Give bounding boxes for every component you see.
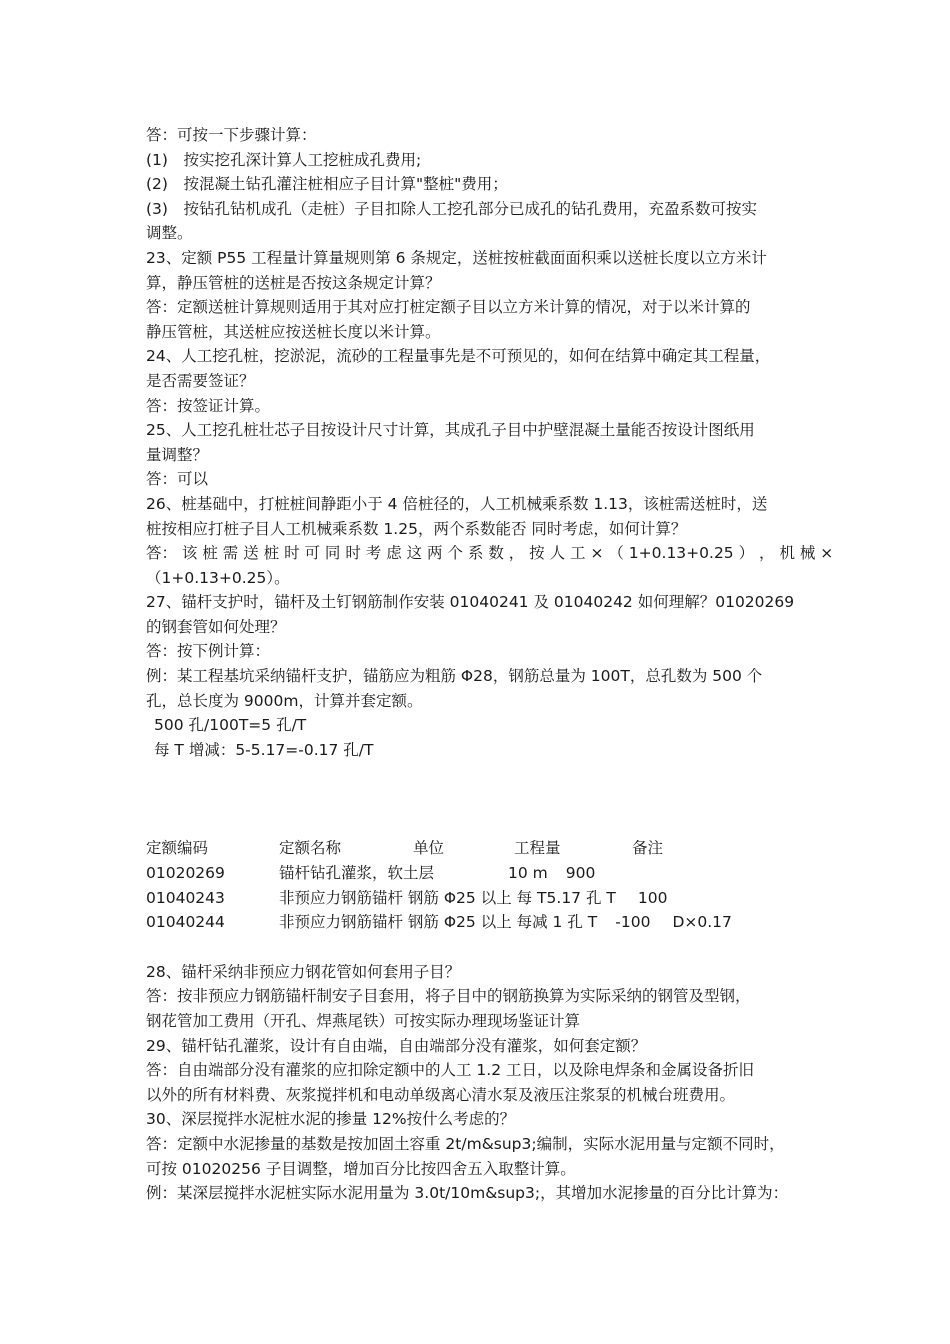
calc-line: 500 孔/100T=5 孔/T	[154, 716, 307, 735]
text-line: 答：按签证计算。	[146, 396, 271, 415]
text-line: 是否需要签证？	[146, 371, 255, 390]
text-line: 27、锚杆支护时，锚杆及土钉钢筋制作安装 01040241 及 01040242 如何理解？01020269	[146, 593, 795, 612]
table-header-row	[146, 836, 732, 861]
text-line: 桩按相应打桩子目人工机械乘系数 1.25，两个系数能否 同时考虑，如何计算？	[146, 519, 687, 538]
text-line: 26、桩基础中，打桩桩间静距小于 4 倍桩径的，人工机械乘系数 1.13，该桩需送桩时，送	[146, 494, 768, 513]
text-line: 例：某工程基坑采纳锚杆支护，锚筋应为粗筋 Φ28，钢筋总量为 100T，总孔数为 500 个	[146, 667, 763, 686]
table-cell: 01040244	[146, 913, 225, 932]
text-line: 23、定额 P55 工程量计算量规则第 6 条规定，送桩按桩截面面积乘以送桩长度以立方米计	[146, 248, 767, 267]
table-cell: 01020269	[146, 864, 225, 883]
table-cell-qty: 900	[565, 864, 596, 883]
text-line: 30、深层搅拌水泥桩水泥的掺量 12%按什么考虑的？	[146, 1110, 516, 1129]
table-cell-qty: -100	[615, 913, 651, 932]
table-header-cell: 备注	[632, 839, 664, 858]
text-line: 答：定额中水泥掺量的基数是按加固土容重 2t/m&sup3;编制，实际水泥用量与定额不同时，	[146, 1134, 785, 1153]
table-cell-unit: 10 m	[508, 864, 548, 883]
text-block-bottom	[146, 960, 816, 1206]
text-line: （1+0.13+0.25）。	[146, 568, 290, 587]
text-line: 可按 01020256 子目调整，增加百分比按四舍五入取整计算。	[146, 1159, 576, 1178]
text-line: 答：可按一下步骤计算：	[146, 126, 317, 144]
table-header-cell: 定额名称	[279, 839, 342, 858]
table-cell	[279, 861, 732, 886]
text-line: 答： 该 桩 需 送 桩 时 可 同 时 考 虑 这 两 个 系 数 ， 按 人 工 × （ 1+0.13+0.25 ） ， 机 械 ×	[146, 544, 834, 563]
table-cell	[279, 910, 732, 935]
text-line: 量调整？	[146, 445, 209, 464]
text-line: 24、人工挖孔桩，挖淤泥，流砂的工程量事先是不可预见的，如何在结算中确定其工程量，	[146, 347, 771, 366]
text-line: 28、锚杆采纳非预应力钢花管如何套用子目？	[146, 962, 461, 981]
table-row	[146, 861, 732, 886]
table-row	[146, 910, 732, 935]
table-cell-remark: D×0.17	[672, 913, 732, 932]
table-cell: 01040243	[146, 888, 225, 907]
quota-table	[146, 836, 732, 934]
calc-line: 每 T 增减：5-5.17=-0.17 孔/T	[154, 740, 374, 759]
text-line: 孔，总长度为 9000m，计算并套定额。	[146, 691, 423, 710]
text-block-top	[146, 123, 834, 762]
text-line: 以外的所有材料费、灰浆搅拌机和电动单级离心清水泵及液压注浆泵的机械台班费用。	[146, 1085, 736, 1104]
table-header-cell: 单位	[413, 839, 445, 858]
text-line: 25、人工挖孔桩壮芯子目按设计尺寸计算，其成孔子目中护壁混凝土量能否按设计图纸用	[146, 421, 755, 440]
text-line: 静压管桩，其送桩应按送桩长度以米计算。	[146, 322, 441, 341]
table-row	[146, 886, 732, 911]
text-line: 答：可以	[146, 470, 209, 489]
table-header-cell: 定额编码	[146, 839, 209, 858]
text-line: (3) 按钻孔钻机成孔（走桩）子目扣除人工挖孔部分已成孔的钻孔费用，充盈系数可按实	[146, 199, 757, 218]
text-line: 答：按下例计算：	[146, 642, 271, 661]
table-cell-name: 非预应力钢筋锚杆 钢筋 Φ25 以上 每减 1 孔 T	[279, 913, 598, 932]
text-line: 答：自由端部分没有灌浆的应扣除定额中的人工 1.2 工日，以及除电焊条和金属设备折旧	[146, 1061, 755, 1080]
table-cell-name: 非预应力钢筋锚杆 钢筋 Φ25 以上 每 T5.17 孔 T	[279, 888, 616, 907]
table-cell-qty: 100	[637, 888, 668, 907]
text-line: 钢花管加工费用（开孔、焊燕尾铁）可按实际办理现场鉴证计算	[146, 1012, 581, 1030]
text-line: (1) 按实挖孔深计算人工挖桩成孔费用;	[146, 150, 422, 169]
table-header-cell: 工程量	[514, 839, 561, 858]
table-cell-name: 锚杆钻孔灌浆，软土层	[279, 864, 435, 883]
text-line: (2) 按混凝土钻孔灌注桩相应子目计算"整桩"费用；	[146, 175, 508, 194]
blank-space	[146, 762, 816, 836]
text-line: 29、锚杆钻孔灌浆，设计有自由端，自由端部分没有灌浆，如何套定额？	[146, 1036, 647, 1055]
table-cell	[279, 886, 732, 911]
text-line: 算，静压管桩的送桩是否按这条规定计算？	[146, 273, 441, 292]
text-line: 答：按非预应力钢筋锚杆制安子目套用，将子目中的钢筋换算为实际采纳的钢管及型钢，	[146, 987, 751, 1006]
text-line: 例：某深层搅拌水泥桩实际水泥用量为 3.0t/10m&sup3;，其增加水泥掺量的百分比计算为：	[146, 1184, 789, 1203]
blank-space	[146, 935, 816, 960]
document-page	[146, 123, 834, 1206]
text-line: 调整。	[146, 224, 193, 243]
text-line: 的钢套管如何处理？	[146, 617, 286, 636]
text-line: 答：定额送桩计算规则适用于其对应打桩定额子目以立方米计算的情况，对于以米计算的	[146, 298, 751, 317]
